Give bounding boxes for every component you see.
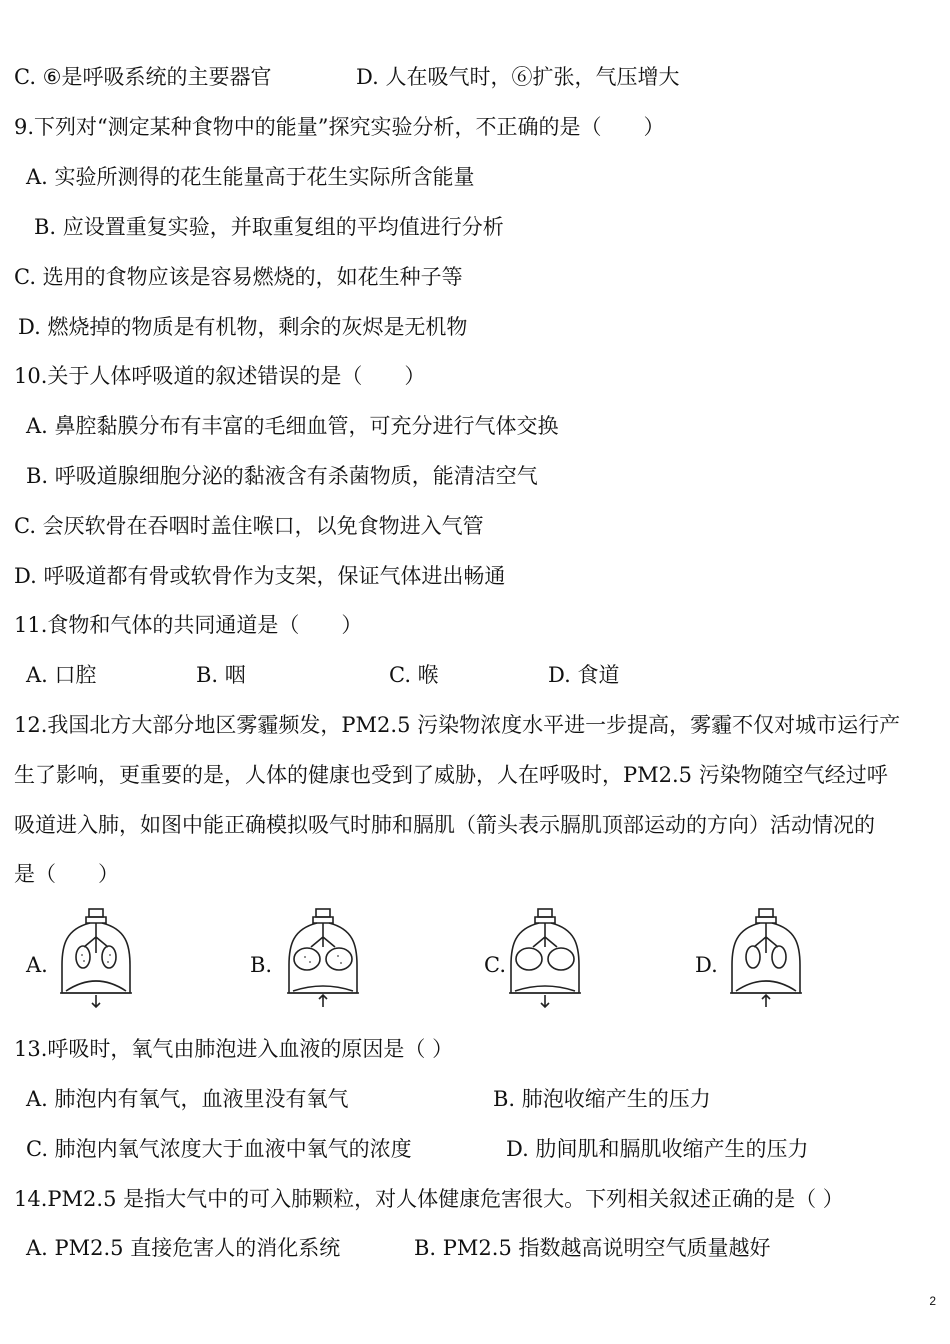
q9-option-b: B. 应设置重复实验，并取重复组的平均值进行分析 xyxy=(34,215,504,239)
q11-stem: 11.食物和气体的共同通道是（ ） xyxy=(14,613,363,637)
fig-label-b: B. xyxy=(250,953,273,977)
q10-stem: 10.关于人体呼吸道的叙述错误的是（ ） xyxy=(14,364,426,388)
q9-stem: 9.下列对“测定某种食物中的能量”探究实验分析，不正确的是（ ） xyxy=(14,115,665,139)
q13-option-d: D. 肋间肌和膈肌收缩产生的压力 xyxy=(506,1137,809,1161)
page-number: 2 xyxy=(929,1294,936,1308)
bell-jar-figure-c xyxy=(505,905,585,1013)
q11-option-b: B. 咽 xyxy=(196,663,246,687)
q11-option-c: C. 喉 xyxy=(389,663,439,687)
q11-option-d: D. 食道 xyxy=(548,663,620,687)
q8-option-d: D. 人在吸气时，⑥扩张，气压增大 xyxy=(356,65,680,89)
q13-option-a: A. 肺泡内有氧气，血液里没有氧气 xyxy=(26,1087,349,1111)
q13-option-b: B. 肺泡收缩产生的压力 xyxy=(493,1087,711,1111)
q10-option-d: D. 呼吸道都有骨或软骨作为支架，保证气体进出畅通 xyxy=(14,564,506,588)
fig-label-d: D. xyxy=(695,953,718,977)
q8-option-c: C. ⑥是呼吸系统的主要器官 xyxy=(14,65,272,89)
q10-option-b: B. 呼吸道腺细胞分泌的黏液含有杀菌物质，能清洁空气 xyxy=(26,464,538,488)
q9-option-d: D. 燃烧掉的物质是有机物，剩余的灰烬是无机物 xyxy=(18,315,468,339)
bell-jar-figure-b xyxy=(283,905,363,1013)
q13-stem: 13.呼吸时，氧气由肺泡进入血液的原因是（ ） xyxy=(14,1037,454,1061)
q14-option-a: A. PM2.5 直接危害人的消化系统 xyxy=(26,1236,341,1260)
bell-jar-figure-d xyxy=(726,905,806,1013)
q14-option-b: B. PM2.5 指数越高说明空气质量越好 xyxy=(414,1236,771,1260)
q11-option-a: A. 口腔 xyxy=(26,663,97,687)
q9-option-c: C. 选用的食物应该是容易燃烧的，如花生种子等 xyxy=(14,265,463,289)
q12-figure-row xyxy=(0,905,950,1015)
q14-stem: 14.PM2.5 是指大气中的可入肺颗粒，对人体健康危害很大。下列相关叙述正确的是（ ） xyxy=(14,1187,844,1211)
q12-line-3: 吸道进入肺，如图中能正确模拟吸气时肺和膈肌（箭头表示膈肌顶部运动的方向）活动情况的 xyxy=(14,813,875,837)
bell-jar-figure-a xyxy=(56,905,136,1013)
q12-line-1: 12.我国北方大部分地区雾霾频发，PM2.5 污染物浓度水平进一步提高，雾霾不仅对城市运行产 xyxy=(14,713,901,737)
fig-label-c: C. xyxy=(484,953,506,977)
q13-option-c: C. 肺泡内氧气浓度大于血液中氧气的浓度 xyxy=(26,1137,412,1161)
q10-option-c: C. 会厌软骨在吞咽时盖住喉口，以免食物进入气管 xyxy=(14,514,484,538)
q12-line-2: 生了影响，更重要的是，人体的健康也受到了威胁，人在呼吸时，PM2.5 污染物随空气经过呼 xyxy=(14,763,888,787)
q12-line-4: 是（ ） xyxy=(14,862,119,886)
fig-label-a: A. xyxy=(26,953,48,977)
q9-option-a: A. 实验所测得的花生能量高于花生实际所含能量 xyxy=(26,165,475,189)
q10-option-a: A. 鼻腔黏膜分布有丰富的毛细血管，可充分进行气体交换 xyxy=(26,414,559,438)
